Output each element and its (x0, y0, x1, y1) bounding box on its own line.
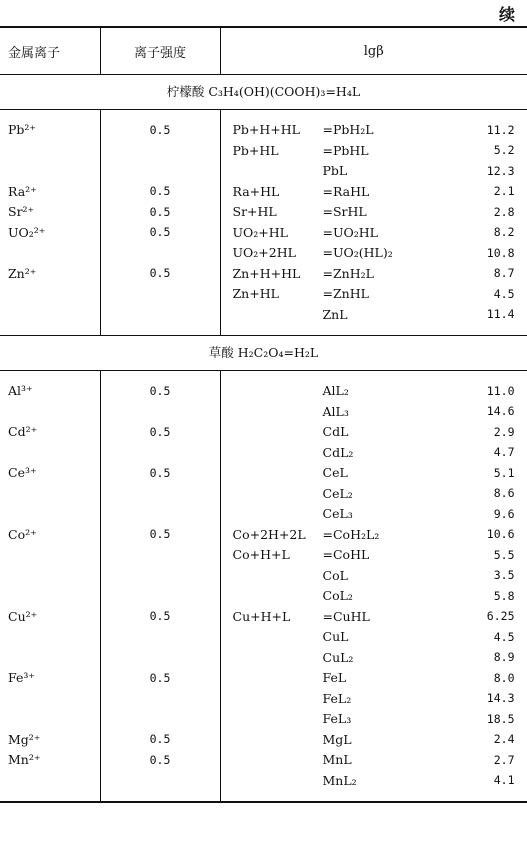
table-row (0, 627, 527, 648)
metal-ion (0, 545, 100, 566)
lgbeta-value: 2.1 (493, 184, 515, 199)
lgbeta-value: 8.6 (493, 486, 515, 501)
equilibrium (233, 144, 527, 158)
ionic-strength (100, 161, 220, 182)
table-row (0, 443, 527, 464)
metal-ion (0, 443, 100, 464)
ionic-strength: 0.5 (100, 223, 220, 244)
ionic-strength: 0.5 (100, 750, 220, 771)
table-row (0, 284, 527, 305)
metal-ion: Mg²⁺ (8, 731, 41, 747)
table-row (0, 161, 527, 182)
reaction: UO₂+2HL (232, 245, 296, 261)
metal-ion: Zn²⁺ (8, 265, 37, 281)
equilibrium (233, 226, 527, 240)
lgbeta-cell (220, 627, 527, 648)
table-row (0, 484, 527, 505)
lgbeta-value: 11.2 (486, 122, 515, 137)
product: CeL (322, 465, 348, 481)
ionic-strength: 0.5 (100, 202, 220, 223)
table-row (0, 504, 527, 525)
metal-ion: Sr²⁺ (8, 204, 35, 220)
lgbeta-cell (220, 243, 527, 264)
metal-ion: UO₂²⁺ (8, 224, 46, 240)
product: ZnL (322, 306, 348, 322)
equilibrium (233, 287, 527, 301)
metal-ion (0, 709, 100, 730)
equilibrium (233, 425, 527, 439)
ionic-strength: 0.5 (100, 525, 220, 546)
lgbeta-cell (220, 525, 527, 546)
ionic-strength: 0.5 (100, 463, 220, 484)
spacer-row (0, 371, 527, 382)
lgbeta-value: 8.9 (493, 650, 515, 665)
lgbeta-cell (220, 381, 527, 402)
equilibrium (233, 205, 527, 219)
lgbeta-value: 3.5 (493, 568, 515, 583)
ionic-strength (100, 443, 220, 464)
reaction: UO₂+HL (232, 224, 288, 240)
metal-ion: Cu²⁺ (8, 608, 38, 624)
lgbeta-value: 5.5 (493, 547, 515, 562)
equilibrium (233, 610, 527, 624)
metal-ion: Al³⁺ (8, 383, 33, 399)
lgbeta-cell (220, 484, 527, 505)
lgbeta-cell (220, 586, 527, 607)
product: AlL₂ (322, 383, 349, 399)
table-row (0, 243, 527, 264)
equilibrium (233, 446, 527, 460)
lgbeta-cell (220, 709, 527, 730)
table-row (0, 141, 527, 162)
product: =PbHL (322, 142, 369, 158)
spacer-row (0, 325, 527, 336)
lgbeta-cell (220, 284, 527, 305)
metal-ion: Ce³⁺ (8, 465, 37, 481)
ionic-strength: 0.5 (100, 120, 220, 141)
lgbeta-cell (220, 264, 527, 285)
ionic-strength (100, 648, 220, 669)
lgbeta-cell (220, 504, 527, 525)
metal-ion: Co²⁺ (8, 526, 37, 542)
lgbeta-cell (220, 566, 527, 587)
ionic-strength (100, 402, 220, 423)
lgbeta-value: 8.2 (493, 225, 515, 240)
equilibrium (233, 466, 527, 480)
lgbeta-value: 8.7 (493, 266, 515, 281)
lgbeta-cell (220, 668, 527, 689)
ionic-strength (100, 243, 220, 264)
lgbeta-value: 2.9 (493, 424, 515, 439)
lgbeta-value: 10.6 (486, 527, 515, 542)
ionic-strength: 0.5 (100, 381, 220, 402)
spacer-row (0, 791, 527, 802)
equilibrium (233, 487, 527, 501)
product: =SrHL (322, 204, 367, 220)
table-row (0, 586, 527, 607)
metal-ion: Pb²⁺ (8, 122, 37, 138)
table-row (0, 402, 527, 423)
equilibrium (233, 753, 527, 767)
metal-ion: Ra²⁺ (8, 183, 37, 199)
lgbeta-cell (220, 422, 527, 443)
lgbeta-cell (220, 402, 527, 423)
metal-ion (0, 689, 100, 710)
lgbeta-value: 6.25 (486, 609, 515, 624)
lgbeta-value: 8.0 (493, 670, 515, 685)
ionic-strength (100, 771, 220, 792)
equilibrium (233, 528, 527, 542)
table-row (0, 771, 527, 792)
table-row (0, 463, 527, 484)
lgbeta-cell (220, 161, 527, 182)
ionic-strength: 0.5 (100, 607, 220, 628)
metal-ion (0, 627, 100, 648)
ionic-strength: 0.5 (100, 422, 220, 443)
product: =PbH₂L (322, 122, 374, 138)
lgbeta-cell (220, 545, 527, 566)
table-row (0, 182, 527, 203)
equilibrium (233, 692, 527, 706)
lgbeta-cell (220, 771, 527, 792)
metal-ion (0, 402, 100, 423)
product: CuL (322, 629, 349, 645)
equilibrium (233, 651, 527, 665)
lgbeta-value: 4.5 (493, 629, 515, 644)
metal-ion (0, 284, 100, 305)
reaction: Co+H+L (232, 547, 290, 563)
section-title-row (0, 336, 527, 371)
table-row (0, 750, 527, 771)
table-row (0, 545, 527, 566)
lgbeta-cell (220, 648, 527, 669)
lgbeta-cell (220, 443, 527, 464)
equilibrium (233, 308, 527, 322)
equilibrium (233, 733, 527, 747)
product: =CoHL (322, 547, 370, 563)
lgbeta-value: 9.6 (493, 506, 515, 521)
equilibrium (233, 185, 527, 199)
equilibrium (233, 123, 527, 137)
lgbeta-value: 2.8 (493, 204, 515, 219)
ionic-strength (100, 545, 220, 566)
reaction: Cu+H+L (232, 608, 291, 624)
metal-ion (0, 586, 100, 607)
product: CoL₂ (322, 588, 353, 604)
ionic-strength (100, 627, 220, 648)
equilibrium (233, 384, 527, 398)
reaction: Co+2H+2L (232, 526, 306, 542)
lgbeta-cell (220, 120, 527, 141)
lgbeta-value: 11.0 (486, 383, 515, 398)
table-row (0, 422, 527, 443)
product: =UO₂HL (322, 224, 378, 240)
product: =ZnH₂L (322, 265, 374, 281)
product: AlL₃ (322, 403, 349, 419)
product: CdL₂ (322, 444, 354, 460)
lgbeta-cell (220, 730, 527, 751)
lgbeta-value: 12.3 (486, 163, 515, 178)
product: CoL (322, 567, 348, 583)
product: FeL₃ (322, 711, 352, 727)
metal-ion (0, 484, 100, 505)
metal-ion (0, 305, 100, 326)
ionic-strength (100, 689, 220, 710)
table-row (0, 607, 527, 628)
equilibrium (233, 405, 527, 419)
table-row (0, 202, 527, 223)
reaction: Sr+HL (232, 204, 277, 220)
lgbeta-value: 5.8 (493, 588, 515, 603)
reaction: Zn+H+HL (232, 265, 301, 281)
lgbeta-value: 4.5 (493, 286, 515, 301)
product: CeL₃ (322, 506, 353, 522)
equilibrium (233, 267, 527, 281)
product: CdL (322, 424, 349, 440)
table-row (0, 648, 527, 669)
table-row (0, 709, 527, 730)
lgbeta-value: 18.5 (486, 711, 515, 726)
table-row (0, 668, 527, 689)
spacer-row (0, 110, 527, 121)
reaction: Pb+HL (232, 142, 279, 158)
reaction: Zn+HL (232, 286, 279, 302)
lgbeta-value: 5.2 (493, 143, 515, 158)
table-row (0, 264, 527, 285)
lgbeta-value: 2.4 (493, 732, 515, 747)
ionic-strength (100, 586, 220, 607)
section-title-row (0, 75, 527, 110)
reaction: Ra+HL (232, 183, 280, 199)
ionic-strength (100, 709, 220, 730)
ionic-strength: 0.5 (100, 730, 220, 751)
equilibrium (233, 548, 527, 562)
ionic-strength: 0.5 (100, 668, 220, 689)
continued-label: 续 (498, 5, 515, 24)
header-lgbeta: lgβ (220, 27, 527, 75)
equilibrium (233, 507, 527, 521)
section-title: 柠檬酸 C₃H₄(OH)(COOH)₃=H₄L (0, 75, 527, 110)
equilibrium (233, 630, 527, 644)
metal-ion (0, 141, 100, 162)
product: =CuHL (322, 608, 370, 624)
table-row (0, 566, 527, 587)
product: =ZnHL (322, 286, 369, 302)
ionic-strength (100, 504, 220, 525)
product: MnL₂ (322, 772, 357, 788)
lgbeta-cell (220, 607, 527, 628)
equilibrium (233, 712, 527, 726)
product: MnL (322, 752, 352, 768)
lgbeta-cell (220, 141, 527, 162)
ionic-strength: 0.5 (100, 182, 220, 203)
lgbeta-cell (220, 182, 527, 203)
equilibrium (233, 671, 527, 685)
table-row (0, 381, 527, 402)
ionic-strength (100, 305, 220, 326)
metal-ion (0, 771, 100, 792)
product: FeL₂ (322, 690, 352, 706)
product: =CoH₂L₂ (322, 526, 380, 542)
metal-ion (0, 504, 100, 525)
product: PbL (322, 163, 348, 179)
ionic-strength (100, 284, 220, 305)
table-row (0, 689, 527, 710)
product: MgL (322, 731, 352, 747)
equilibrium (233, 569, 527, 583)
table-row (0, 305, 527, 326)
lgbeta-value: 4.7 (493, 445, 515, 460)
lgbeta-value: 14.6 (486, 404, 515, 419)
header-ionic-strength: 离子强度 (100, 27, 220, 75)
lgbeta-cell (220, 305, 527, 326)
stability-constants-table (0, 26, 527, 803)
equilibrium (233, 589, 527, 603)
metal-ion (0, 648, 100, 669)
lgbeta-cell (220, 689, 527, 710)
lgbeta-cell (220, 223, 527, 244)
ionic-strength (100, 484, 220, 505)
lgbeta-value: 2.7 (493, 752, 515, 767)
table-row (0, 120, 527, 141)
lgbeta-cell (220, 463, 527, 484)
equilibrium (233, 774, 527, 788)
reaction: Pb+H+HL (232, 122, 300, 138)
metal-ion (0, 243, 100, 264)
metal-ion: Cd²⁺ (8, 424, 38, 440)
header-ion: 金属离子 (0, 27, 100, 75)
ionic-strength (100, 141, 220, 162)
ionic-strength (100, 566, 220, 587)
header-row (0, 27, 527, 75)
product: CeL₂ (322, 485, 353, 501)
lgbeta-value: 14.3 (486, 691, 515, 706)
metal-ion (0, 566, 100, 587)
lgbeta-cell (220, 750, 527, 771)
lgbeta-value: 11.4 (486, 307, 515, 322)
lgbeta-value: 5.1 (493, 465, 515, 480)
ionic-strength: 0.5 (100, 264, 220, 285)
equilibrium (233, 164, 527, 178)
lgbeta-cell (220, 202, 527, 223)
product: =RaHL (322, 183, 370, 199)
table-row (0, 223, 527, 244)
metal-ion: Mn²⁺ (8, 752, 41, 768)
equilibrium (233, 246, 527, 260)
metal-ion (0, 161, 100, 182)
table-row (0, 730, 527, 751)
lgbeta-value: 10.8 (486, 245, 515, 260)
product: CuL₂ (322, 649, 354, 665)
product: FeL (322, 670, 347, 686)
metal-ion: Fe³⁺ (8, 670, 35, 686)
table-row (0, 525, 527, 546)
product: =UO₂(HL)₂ (322, 245, 393, 261)
lgbeta-value: 4.1 (493, 773, 515, 788)
section-title: 草酸 H₂C₂O₄=H₂L (0, 336, 527, 371)
